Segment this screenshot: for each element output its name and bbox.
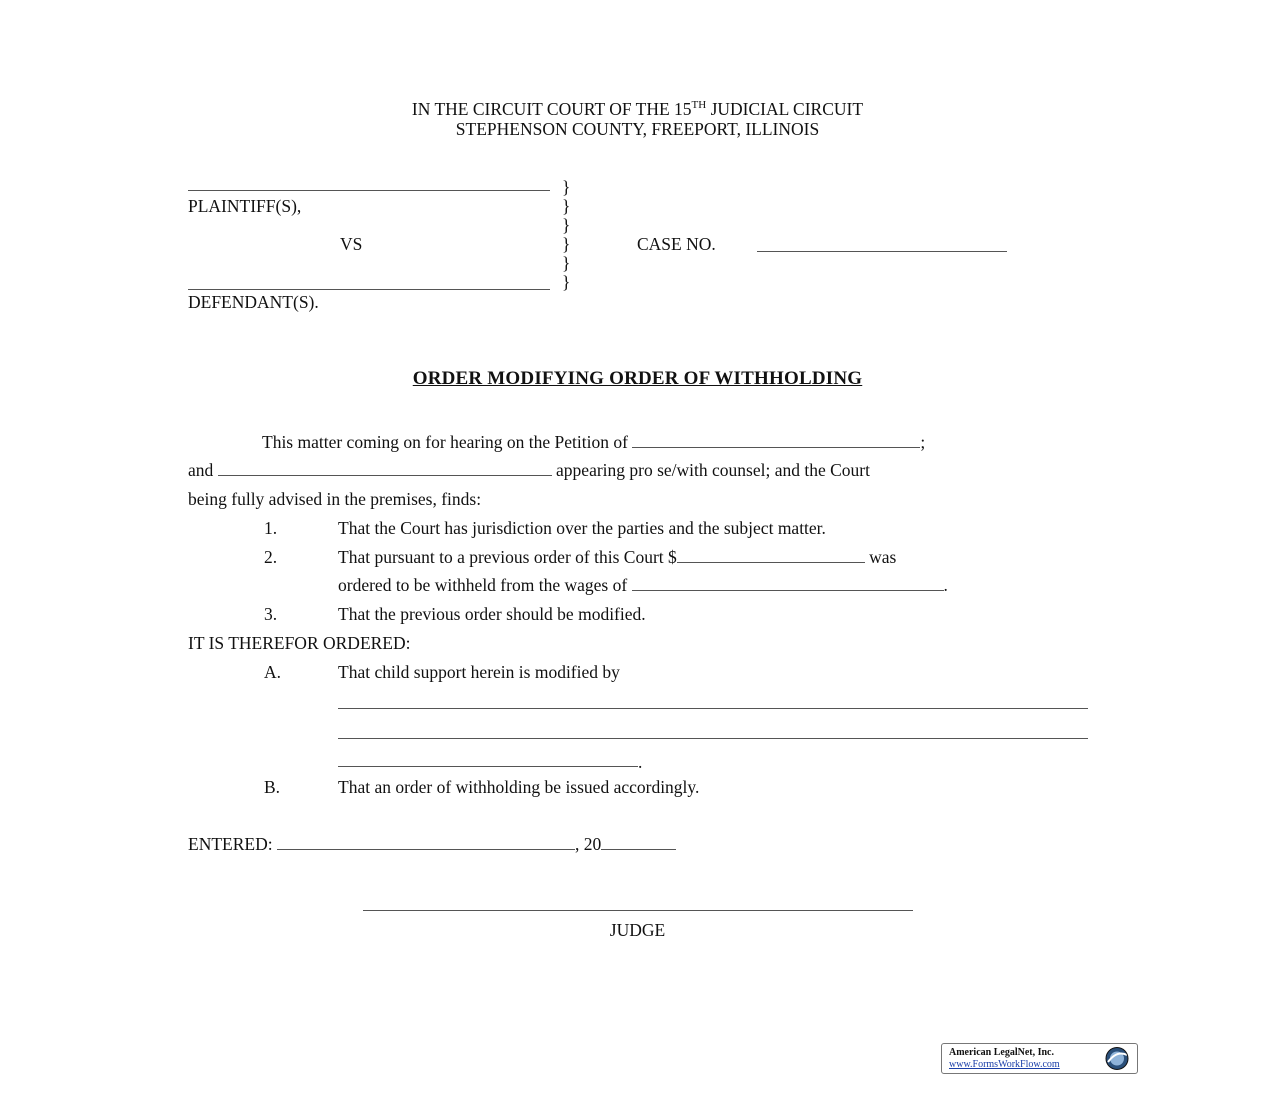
order-letter: B. [264, 777, 281, 797]
case-no-label: CASE NO. [637, 234, 716, 254]
order-text: That an order of withholding be issued accordingly. [338, 777, 700, 797]
caption-brace: } [562, 272, 571, 292]
body-line-3: being fully advised in the premises, finds: [188, 489, 482, 509]
finding-number: 1. [264, 518, 278, 538]
caption-brace: } [562, 234, 571, 254]
vs-label: VS [340, 234, 363, 254]
appearing-text: appearing pro se/with counsel; and the Court [556, 460, 870, 480]
defendant-name-field[interactable] [188, 289, 550, 290]
order-letter: A. [264, 662, 282, 682]
order-text: That child support herein is modified by [338, 662, 620, 682]
modification-line[interactable] [338, 738, 1088, 739]
entered-line [188, 833, 676, 855]
body-line-2 [188, 459, 870, 481]
caption-brace: } [562, 253, 571, 273]
and-text: and [188, 460, 214, 480]
modification-line[interactable] [338, 766, 638, 767]
petition-text: This matter coming on for hearing on the Petition of [262, 432, 628, 452]
entered-year-field[interactable] [601, 835, 676, 850]
year-prefix: , 20 [574, 834, 602, 854]
entered-date-field[interactable] [277, 835, 575, 850]
finding-number: 3. [264, 604, 278, 624]
body-line-1 [262, 431, 925, 453]
petitioner-field[interactable] [632, 433, 920, 448]
amount-field[interactable] [677, 548, 865, 563]
period: . [638, 752, 643, 772]
finding-text-end: was [869, 547, 897, 567]
caption-brace: } [562, 196, 571, 216]
period: . [943, 575, 948, 595]
court-line-text: IN THE CIRCUIT COURT OF THE 15 [411, 99, 692, 119]
american-legalnet-logo [941, 1043, 1138, 1074]
document-title: ORDER MODIFYING ORDER OF WITHHOLDING [412, 368, 863, 389]
ordered-heading: IT IS THEREFOR ORDERED: [188, 633, 411, 653]
logo-url-link[interactable]: www.FormsWorkFlow.com [949, 1059, 1060, 1070]
finding-continuation [338, 574, 948, 596]
plaintiff-label: PLAINTIFF(S), [188, 196, 302, 216]
court-line-superscript: TH [691, 99, 707, 112]
court-line-suffix: JUDICIAL CIRCUIT [706, 99, 864, 119]
finding-text: That the previous order should be modified. [338, 604, 646, 624]
modification-line[interactable] [338, 708, 1088, 709]
finding-text-start: That pursuant to a previous order of this Court $ [338, 547, 677, 567]
court-header [0, 98, 1275, 120]
plaintiff-name-field[interactable] [188, 190, 550, 191]
logo-company: American LegalNet, Inc. [949, 1047, 1054, 1058]
county-line: STEPHENSON COUNTY, FREEPORT, ILLINOIS [455, 119, 820, 139]
respondent-field[interactable] [218, 461, 552, 476]
judge-signature-line[interactable] [363, 910, 913, 911]
wages-text: ordered to be withheld from the wages of [338, 575, 628, 595]
semicolon: ; [920, 432, 926, 452]
finding-text: That the Court has jurisdiction over the parties and the subject matter. [338, 518, 826, 538]
judge-label: JUDGE [609, 920, 666, 940]
globe-icon [1100, 1046, 1134, 1071]
wages-of-field[interactable] [632, 576, 944, 591]
defendant-label: DEFENDANT(S). [188, 292, 319, 312]
caption-brace: } [562, 215, 571, 235]
finding-text [338, 546, 896, 568]
finding-number: 2. [264, 547, 278, 567]
caption-brace: } [562, 177, 571, 197]
entered-label: ENTERED: [188, 834, 273, 854]
case-no-field[interactable] [757, 251, 1007, 252]
